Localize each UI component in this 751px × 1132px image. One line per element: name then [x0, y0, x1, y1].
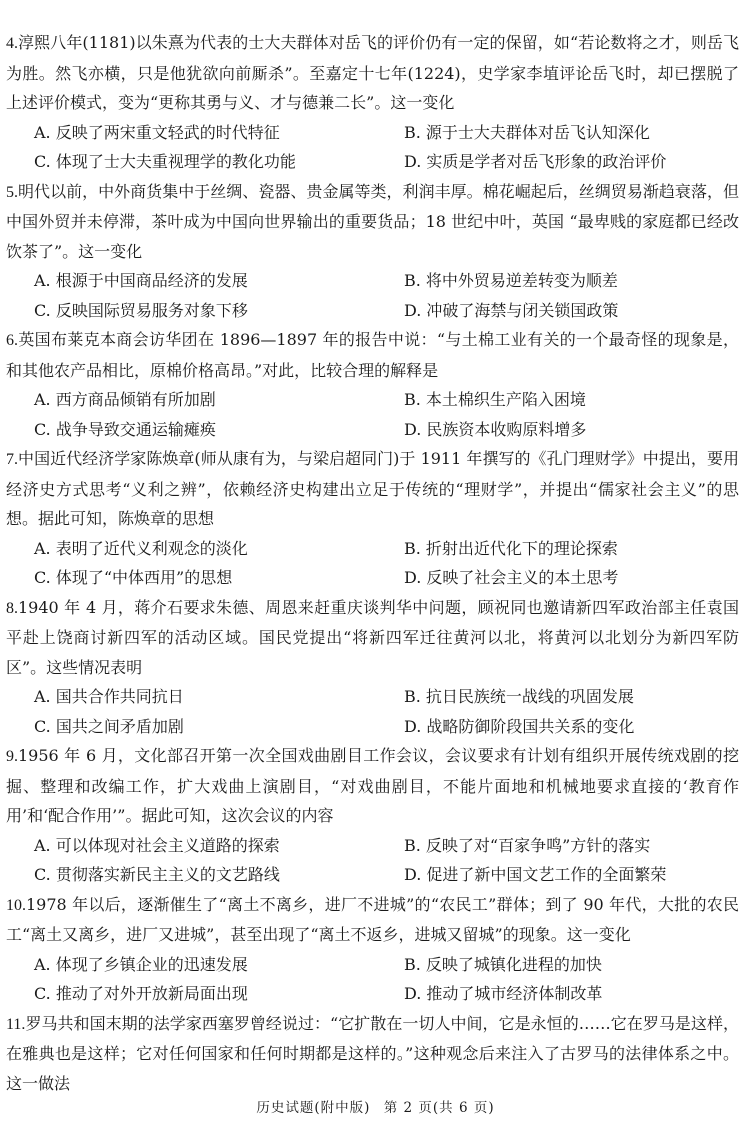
question-number: 7. [6, 451, 18, 468]
footer-page-number: 第 2 页(共 6 页) [383, 1100, 495, 1116]
page-footer [0, 1096, 751, 1116]
answer-options [6, 682, 739, 741]
question-9 [6, 741, 739, 890]
question-number: 6. [6, 332, 18, 349]
answer-options [6, 831, 739, 890]
answer-option-a[interactable]: A. 西方商品倾销有所加剧 [34, 390, 216, 409]
question-4 [6, 28, 739, 177]
question-stem [6, 593, 739, 683]
answer-option-b[interactable]: B. 抗日民族统一战线的巩固发展 [404, 687, 634, 706]
question-stem [6, 890, 739, 950]
question-stem [6, 1009, 739, 1099]
answer-option-a[interactable]: A. 表明了近代义利观念的淡化 [34, 538, 248, 558]
question-text: 1956 年 6 月，文化部召开第一次全国戏曲剧目工作会议，会议要求有计划有组织开展传统戏剧的挖掘、整理和改编工作，扩大戏曲上演剧目，“对戏曲剧目，不能片面地和机械地要求直接的‘教育作用’和‘配合作用’”。据此可知，这次会议的内容 [6, 746, 739, 825]
answer-option-b[interactable]: B. 折射出近代化下的理论探索 [404, 538, 618, 558]
question-stem [6, 444, 739, 534]
answer-option-a[interactable]: A. 体现了乡镇企业的迅速发展 [34, 954, 248, 974]
answer-option-b[interactable]: B. 反映了对“百家争鸣”方针的落实 [404, 835, 651, 855]
question-text: 英国布莱克本商会访华团在 1896—1897 年的报告中说：“与土棉工业有关的一个最奇怪的现象是，和其他农产品相比，原棉价格高昂。”对此，比较合理的解释是 [6, 330, 739, 380]
answer-option-a[interactable]: A. 国共合作共同抗日 [34, 687, 184, 706]
question-text: 1978 年以后，逐渐催生了“离土不离乡，进厂不进城”的“农民工”群体；到了 90 年代，大批的农民工“离土又离乡，进厂又进城”，甚至出现了“离土不返乡，进城又留城”的现象。这一变化 [6, 894, 739, 944]
answer-option-a[interactable]: A. 可以体现对社会主义道路的探索 [34, 835, 280, 855]
question-text: 中国近代经济学家陈焕章(师从康有为，与梁启超同门)于 1911 年撰写的《孔门理财学》中提出，要用经济史方式思考“义利之辨”，依赖经济史构建出立足于传统的“理财学”，并提出“儒家社会主义”的思想。据此可知，陈焕章的思想 [6, 449, 739, 528]
answer-options [6, 118, 739, 177]
question-number: 8. [6, 599, 18, 617]
question-number: 9. [6, 748, 18, 765]
question-number: 5. [6, 183, 18, 201]
answer-option-a[interactable]: A. 根源于中国商品经济的发展 [34, 271, 248, 290]
question-number: 10. [6, 896, 26, 914]
question-stem [6, 325, 739, 385]
answer-option-d[interactable]: D. 促进了新中国文艺工作的全面繁荣 [404, 865, 667, 884]
question-7 [6, 444, 739, 593]
question-number: 11. [6, 1015, 26, 1033]
question-5 [6, 177, 739, 326]
answer-option-c[interactable]: C. 体现了士大夫重视理学的教化功能 [34, 152, 296, 171]
answer-option-a[interactable]: A. 反映了两宋重文轻武的时代特征 [34, 122, 280, 142]
answer-option-b[interactable]: B. 本土棉织生产陷入困境 [404, 390, 586, 409]
answer-options [6, 266, 739, 325]
question-stem [6, 741, 739, 831]
answer-option-c[interactable]: C. 国共之间矛盾加剧 [34, 716, 184, 736]
question-8 [6, 593, 739, 742]
question-6 [6, 325, 739, 444]
answer-option-c[interactable]: C. 体现了“中体西用”的思想 [34, 568, 233, 587]
answer-options [6, 534, 739, 593]
answer-option-d[interactable]: D. 冲破了海禁与闭关锁国政策 [404, 300, 619, 320]
question-number: 4. [6, 35, 18, 52]
answer-option-d[interactable]: D. 反映了社会主义的本土思考 [404, 568, 619, 587]
question-text: 明代以前，中外商货集中于丝绸、瓷器、贵金属等类，利润丰厚。棉花崛起后，丝绸贸易渐趋衰落，但中国外贸并未停滞，茶叶成为中国向世界输出的重要货品；18 世纪中叶，英国 “最卑贱的家庭都已经改饮茶了”。这一变化 [6, 181, 739, 261]
question-text: 淳熙八年(1181)以朱熹为代表的士大夫群体对岳飞的评价仍有一定的保留，如“若论数将之才，则岳飞为胜。然飞亦横，只是他犹欲向前厮杀”。至嘉定十七年(1224)，史学家李埴评论岳飞时，却已摆脱了上述评价模式，变为“更称其勇与义、才与德兼二长”。这一变化 [6, 33, 739, 112]
answer-option-d[interactable]: D. 民族资本收购原料增多 [404, 419, 587, 439]
question-stem [6, 28, 739, 118]
answer-option-d[interactable]: D. 战略防御阶段国共关系的变化 [404, 716, 635, 736]
answer-option-c[interactable]: C. 贯彻落实新民主主义的文艺路线 [34, 865, 280, 884]
answer-option-b[interactable]: B. 将中外贸易逆差转变为顺差 [404, 271, 618, 290]
answer-option-d[interactable]: D. 实质是学者对岳飞形象的政治评价 [404, 152, 667, 171]
question-stem [6, 177, 739, 267]
answer-option-c[interactable]: C. 战争导致交通运输瘫痪 [34, 419, 216, 439]
answer-options [6, 385, 739, 444]
question-10 [6, 890, 739, 1009]
question-text: 罗马共和国末期的法学家西塞罗曾经说过：“它扩散在一切人中间，它是永恒的……它在罗马是这样，在雅典也是这样；它对任何国家和任何时期都是这样的。”这种观念后来注入了古罗马的法律体系之中。这一做法 [6, 1013, 739, 1093]
footer-subject: 历史试题(附中版) [256, 1100, 371, 1116]
answer-option-c[interactable]: C. 反映国际贸易服务对象下移 [34, 300, 248, 320]
question-text: 1940 年 4 月，蒋介石要求朱德、周恩来赶重庆谈判华中问题，顾祝同也邀请新四军政治部主任袁国平赴上饶商讨新四军的活动区域。国民党提出“将新四军迁往黄河以北，将黄河以北划分为新四军防区”。这些情况表明 [6, 597, 739, 677]
answer-option-c[interactable]: C. 推动了对外开放新局面出现 [34, 984, 248, 1003]
answer-option-b[interactable]: B. 源于士大夫群体对岳飞认知深化 [404, 122, 650, 142]
answer-options [6, 950, 739, 1009]
question-list [6, 28, 739, 1098]
answer-option-d[interactable]: D. 推动了城市经济体制改革 [404, 984, 603, 1003]
question-11 [6, 1009, 739, 1099]
answer-option-b[interactable]: B. 反映了城镇化进程的加快 [404, 954, 602, 974]
